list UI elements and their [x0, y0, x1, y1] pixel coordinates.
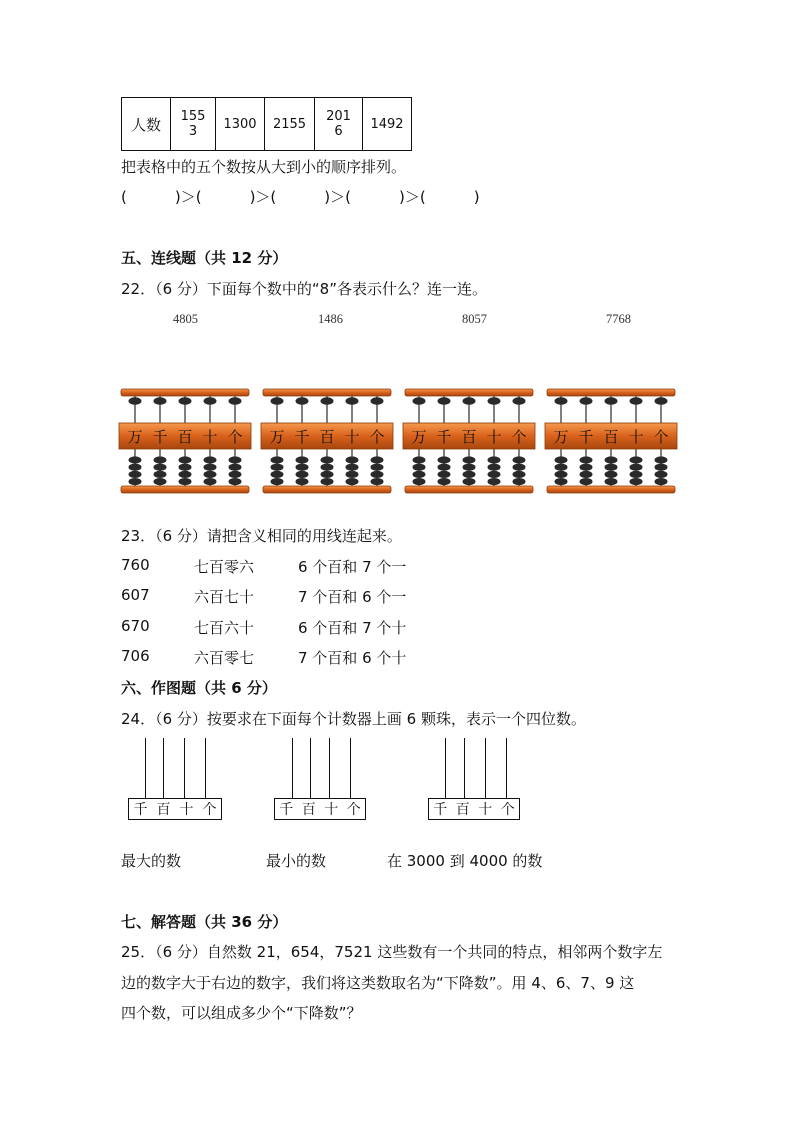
counter-label: 千 百 十 个	[128, 798, 222, 820]
abacus-bead	[655, 478, 668, 485]
abacus-place-label: 千	[436, 428, 452, 446]
abacus-place-label: 千	[578, 428, 594, 446]
q25-line1: 25．（6 分）自然数 21，654，7521 这些数有一个共同的特点，相邻两个数字左	[121, 943, 663, 961]
abacus-place-label: 个	[369, 428, 385, 446]
abacus-place-label: 万	[411, 428, 427, 446]
abacus-bead	[413, 464, 426, 471]
abacus-bead	[271, 471, 284, 478]
abacus-bead	[154, 397, 167, 405]
abacus-bead	[296, 397, 309, 405]
caption-range: 在 3000 到 4000 的数	[387, 852, 543, 870]
q22-prompt: 22．（6 分）下面每个数中的“8”各表示什么？连一连。	[121, 280, 487, 298]
q22-number: 1486	[318, 312, 343, 326]
abacus-place-label: 千	[152, 428, 168, 446]
q23-desc: 6 个百和 7 个一	[298, 558, 407, 576]
abacus	[119, 389, 251, 493]
abacus-bead	[129, 471, 142, 478]
abacus-bead	[488, 456, 501, 463]
abacus-bead	[371, 397, 384, 405]
abacus-bead	[229, 471, 242, 478]
q23-word: 六百七十	[194, 588, 255, 606]
abacus-bead	[271, 478, 284, 485]
abacus-place-label: 百	[461, 428, 477, 446]
abacus-bead	[580, 478, 593, 485]
table-header-cell: 人数	[122, 98, 171, 151]
abacus-bead	[630, 471, 643, 478]
table-cell: 1492	[363, 98, 412, 151]
abacus-bead	[154, 478, 167, 485]
abacus-place-label: 万	[269, 428, 285, 446]
abacus-bead	[204, 456, 217, 463]
abacus	[545, 389, 677, 493]
abacus-bead	[129, 397, 142, 405]
abacus-bead	[321, 464, 334, 471]
q23-desc: 7 个百和 6 个一	[298, 588, 407, 606]
abacus-place-label: 万	[553, 428, 569, 446]
abacus-place-label: 百	[603, 428, 619, 446]
abacus-bead	[580, 471, 593, 478]
q22-number: 7768	[606, 312, 631, 326]
table-cell: 201 6	[315, 98, 363, 151]
abacus-bead	[630, 464, 643, 471]
abacus-bead	[296, 456, 309, 463]
abacus-bead	[413, 456, 426, 463]
abacus-bead	[271, 464, 284, 471]
abacus-place-label: 个	[227, 428, 243, 446]
abacus-bead	[204, 397, 217, 405]
abacus-bead	[438, 471, 451, 478]
abacus-bead	[154, 456, 167, 463]
table-cell: 155 3	[171, 98, 216, 151]
abacus-place-label: 十	[344, 428, 360, 446]
abacus-bead	[154, 464, 167, 471]
q23-prompt: 23．（6 分）请把含义相同的用线连起来。	[121, 527, 402, 545]
abacus-place-label: 万	[127, 428, 143, 446]
q23-word: 七百六十	[194, 619, 255, 637]
abacus-bead	[488, 478, 501, 485]
abacus-bead	[321, 478, 334, 485]
abacus-bead	[321, 456, 334, 463]
abacus-bead	[179, 464, 192, 471]
abacus-bead	[580, 464, 593, 471]
abacus-bead	[655, 464, 668, 471]
q23-word: 六百零七	[194, 649, 255, 667]
abacus-bead	[513, 397, 526, 405]
abacus-place-label: 千	[294, 428, 310, 446]
abacus-bead	[413, 471, 426, 478]
abacus-bead	[555, 397, 568, 405]
abacus-bead	[296, 464, 309, 471]
table-cell: 2155	[265, 98, 315, 151]
abacus-bead	[630, 397, 643, 405]
abacus-bead	[296, 478, 309, 485]
table-cell: 1300	[216, 98, 265, 151]
abacus-place-label: 十	[486, 428, 502, 446]
abacus-bead	[371, 471, 384, 478]
abacus-bead	[346, 471, 359, 478]
section5-title: 五、连线题（共 12 分）	[121, 249, 288, 267]
abacus-bead	[655, 471, 668, 478]
abacus-place-label: 十	[628, 428, 644, 446]
abacus-bead	[204, 471, 217, 478]
q21-blanks: ( )＞( )＞( )＞( )＞( )	[121, 188, 480, 206]
population-table	[121, 97, 412, 151]
q23-desc: 6 个百和 7 个十	[298, 619, 407, 637]
abacus-bead	[555, 456, 568, 463]
q25-line2: 边的数字大于右边的数字，我们将这类数取名为“下降数”。用 4、6、7、9 这	[121, 974, 635, 992]
abacus-bead	[438, 397, 451, 405]
q23-num: 760	[121, 556, 150, 574]
abacus-bead	[371, 478, 384, 485]
abacus-place-label: 百	[177, 428, 193, 446]
abacus-bead	[605, 456, 618, 463]
abacus	[261, 389, 393, 493]
abacus-bead	[605, 471, 618, 478]
abacus-bead	[630, 456, 643, 463]
abacus-bead	[129, 456, 142, 463]
abacus-bead	[129, 478, 142, 485]
abacus-bead	[463, 471, 476, 478]
abacus-bead	[413, 478, 426, 485]
abacus-bead	[605, 397, 618, 405]
abacus-bead	[296, 471, 309, 478]
section6-title: 六、作图题（共 6 分）	[121, 679, 277, 697]
abacus-bead	[513, 456, 526, 463]
abacus-bead	[463, 456, 476, 463]
abacus-place-label: 个	[511, 428, 527, 446]
abacus-bead	[513, 464, 526, 471]
abacus-bead	[346, 478, 359, 485]
caption-largest: 最大的数	[121, 852, 182, 870]
abacus-place-label: 十	[202, 428, 218, 446]
abacus-bead	[463, 397, 476, 405]
abacus-bead	[371, 464, 384, 471]
abacus-bead	[463, 464, 476, 471]
abacus-bead	[605, 478, 618, 485]
q25-line3: 四个数，可以组成多少个“下降数”？	[121, 1004, 362, 1022]
counter-label: 千 百 十 个	[274, 798, 366, 820]
q23-word: 七百零六	[194, 558, 255, 576]
abacus-bead	[321, 471, 334, 478]
abacus-bead	[438, 456, 451, 463]
abacus-bead	[346, 397, 359, 405]
abacus-bead	[229, 464, 242, 471]
abacus-bead	[271, 397, 284, 405]
q23-num: 706	[121, 647, 150, 665]
abacus-bead	[321, 397, 334, 405]
abacus-bead	[229, 478, 242, 485]
abacus-bead	[229, 456, 242, 463]
abacus-bead	[346, 456, 359, 463]
abacus-bead	[179, 397, 192, 405]
abacus-group	[118, 386, 688, 498]
abacus-bead	[488, 464, 501, 471]
abacus-bead	[229, 397, 242, 405]
abacus-bead	[555, 478, 568, 485]
abacus-bead	[488, 397, 501, 405]
abacus-bead	[580, 397, 593, 405]
q23-num: 607	[121, 586, 150, 604]
abacus-bead	[580, 456, 593, 463]
q23-num: 670	[121, 617, 150, 635]
abacus-bead	[204, 464, 217, 471]
abacus-bead	[413, 397, 426, 405]
abacus-bead	[271, 456, 284, 463]
abacus-bead	[513, 471, 526, 478]
abacus	[403, 389, 535, 493]
abacus-bead	[655, 397, 668, 405]
abacus-bead	[129, 464, 142, 471]
counter-label: 千 百 十 个	[428, 798, 520, 820]
q22-number: 4805	[173, 312, 198, 326]
caption-smallest: 最小的数	[266, 852, 327, 870]
abacus-bead	[488, 471, 501, 478]
section7-title: 七、解答题（共 36 分）	[121, 913, 288, 931]
abacus-bead	[154, 471, 167, 478]
abacus-bead	[555, 471, 568, 478]
abacus-bead	[630, 478, 643, 485]
abacus-bead	[438, 464, 451, 471]
abacus-bead	[346, 464, 359, 471]
abacus-place-label: 个	[653, 428, 669, 446]
abacus-bead	[463, 478, 476, 485]
abacus-bead	[179, 456, 192, 463]
abacus-bead	[655, 456, 668, 463]
q22-number: 8057	[462, 312, 487, 326]
abacus-bead	[179, 471, 192, 478]
q21-instruction: 把表格中的五个数按从大到小的顺序排列。	[121, 158, 407, 176]
abacus-place-label: 百	[319, 428, 335, 446]
abacus-bead	[438, 478, 451, 485]
q24-prompt: 24．（6 分）按要求在下面每个计数器上画 6 颗珠，表示一个四位数。	[121, 710, 586, 728]
abacus-bead	[179, 478, 192, 485]
q23-desc: 7 个百和 6 个十	[298, 649, 407, 667]
abacus-bead	[204, 478, 217, 485]
abacus-bead	[605, 464, 618, 471]
abacus-bead	[555, 464, 568, 471]
abacus-bead	[371, 456, 384, 463]
abacus-bead	[513, 478, 526, 485]
